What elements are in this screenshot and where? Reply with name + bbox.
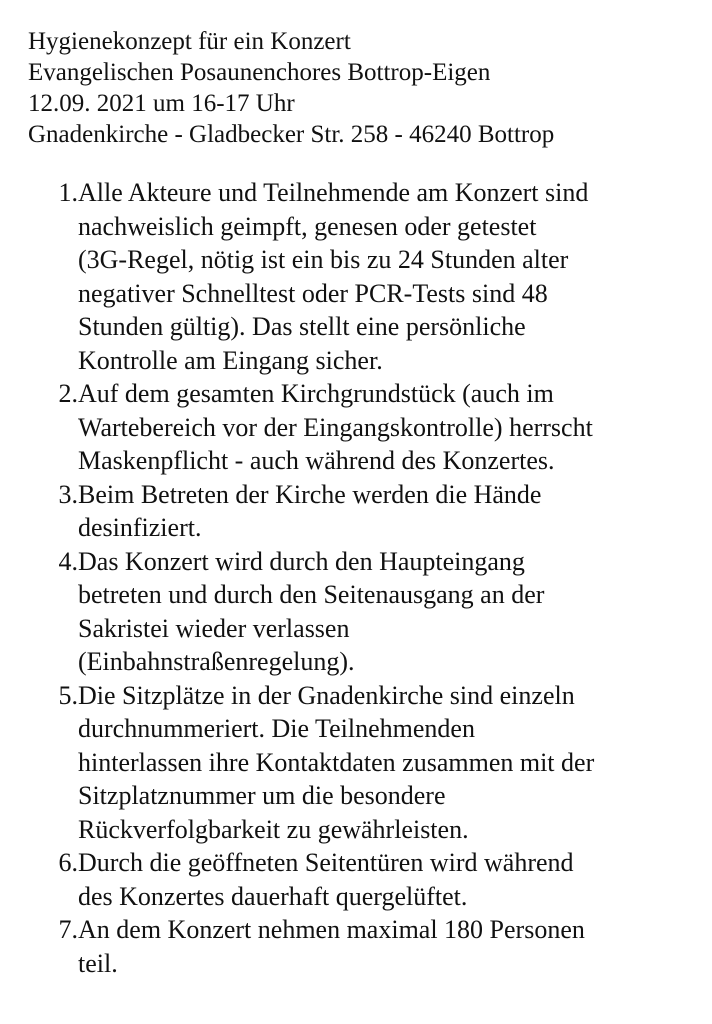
rule-text: An dem Konzert nehmen maximal 180 Personen teil. [78, 915, 585, 978]
list-item [40, 913, 680, 980]
rule-number: 4. [58, 546, 78, 576]
list-item [40, 478, 680, 545]
rule-number: 5. [58, 680, 78, 710]
rule-text: Auf dem gesamten Kirchgrundstück (auch im Wartebereich vor der Eingangskontrolle) herrscht Maskenpflicht - auch während des Konzertes. [78, 379, 593, 475]
list-item [40, 679, 680, 847]
rule-number: 2. [58, 379, 78, 408]
list-item [40, 377, 680, 478]
document-header [28, 26, 554, 150]
list-item [40, 846, 680, 913]
rule-text: Beim Betreten der Kirche werden die Hände desinfiziert. [78, 479, 542, 542]
date-time-line: 12.09. 2021 um 16-17 Uhr [28, 90, 295, 117]
rule-number: 6. [58, 848, 78, 877]
organizer-line: Evangelischen Posaunenchores Bottrop-Eigen [28, 59, 491, 86]
rule-number: 3. [58, 479, 78, 509]
document-title: Hygienekonzept für ein Konzert [28, 28, 351, 55]
hygiene-rules-list [40, 176, 680, 980]
list-item [40, 545, 680, 679]
rule-text: Die Sitzplätze in der Gnadenkirche sind einzeln durchnummeriert. Die Teilnehmenden hinterlassen ihre Kontaktdaten zusammen mit der Sitzplatznummer um die besondere Rückverfolgbarkeit zu gewährleisten. [78, 680, 595, 844]
rule-number: 7. [58, 915, 78, 944]
rule-text: Das Konzert wird durch den Haupteingang betreten und durch den Seitenausgang an der Sakristei wieder verlassen (Einbahnstraßenregelung). [78, 546, 545, 676]
rule-number: 1. [58, 178, 78, 207]
list-item [40, 176, 680, 377]
rule-text: Durch die geöffneten Seitentüren wird während des Konzertes dauerhaft quergelüftet. [78, 848, 574, 911]
location-line: Gnadenkirche - Gladbecker Str. 258 - 46240 Bottrop [28, 121, 555, 148]
rule-text: Alle Akteure und Teilnehmende am Konzert sind nachweislich geimpft, genesen oder getestet (3G-Regel, nötig ist ein bis zu 24 Stunden alter negativer Schnelltest oder PCR-Tests sind 48 Stunden gültig). Das stellt eine persönliche Kontrolle am Eingang sicher. [78, 178, 589, 375]
